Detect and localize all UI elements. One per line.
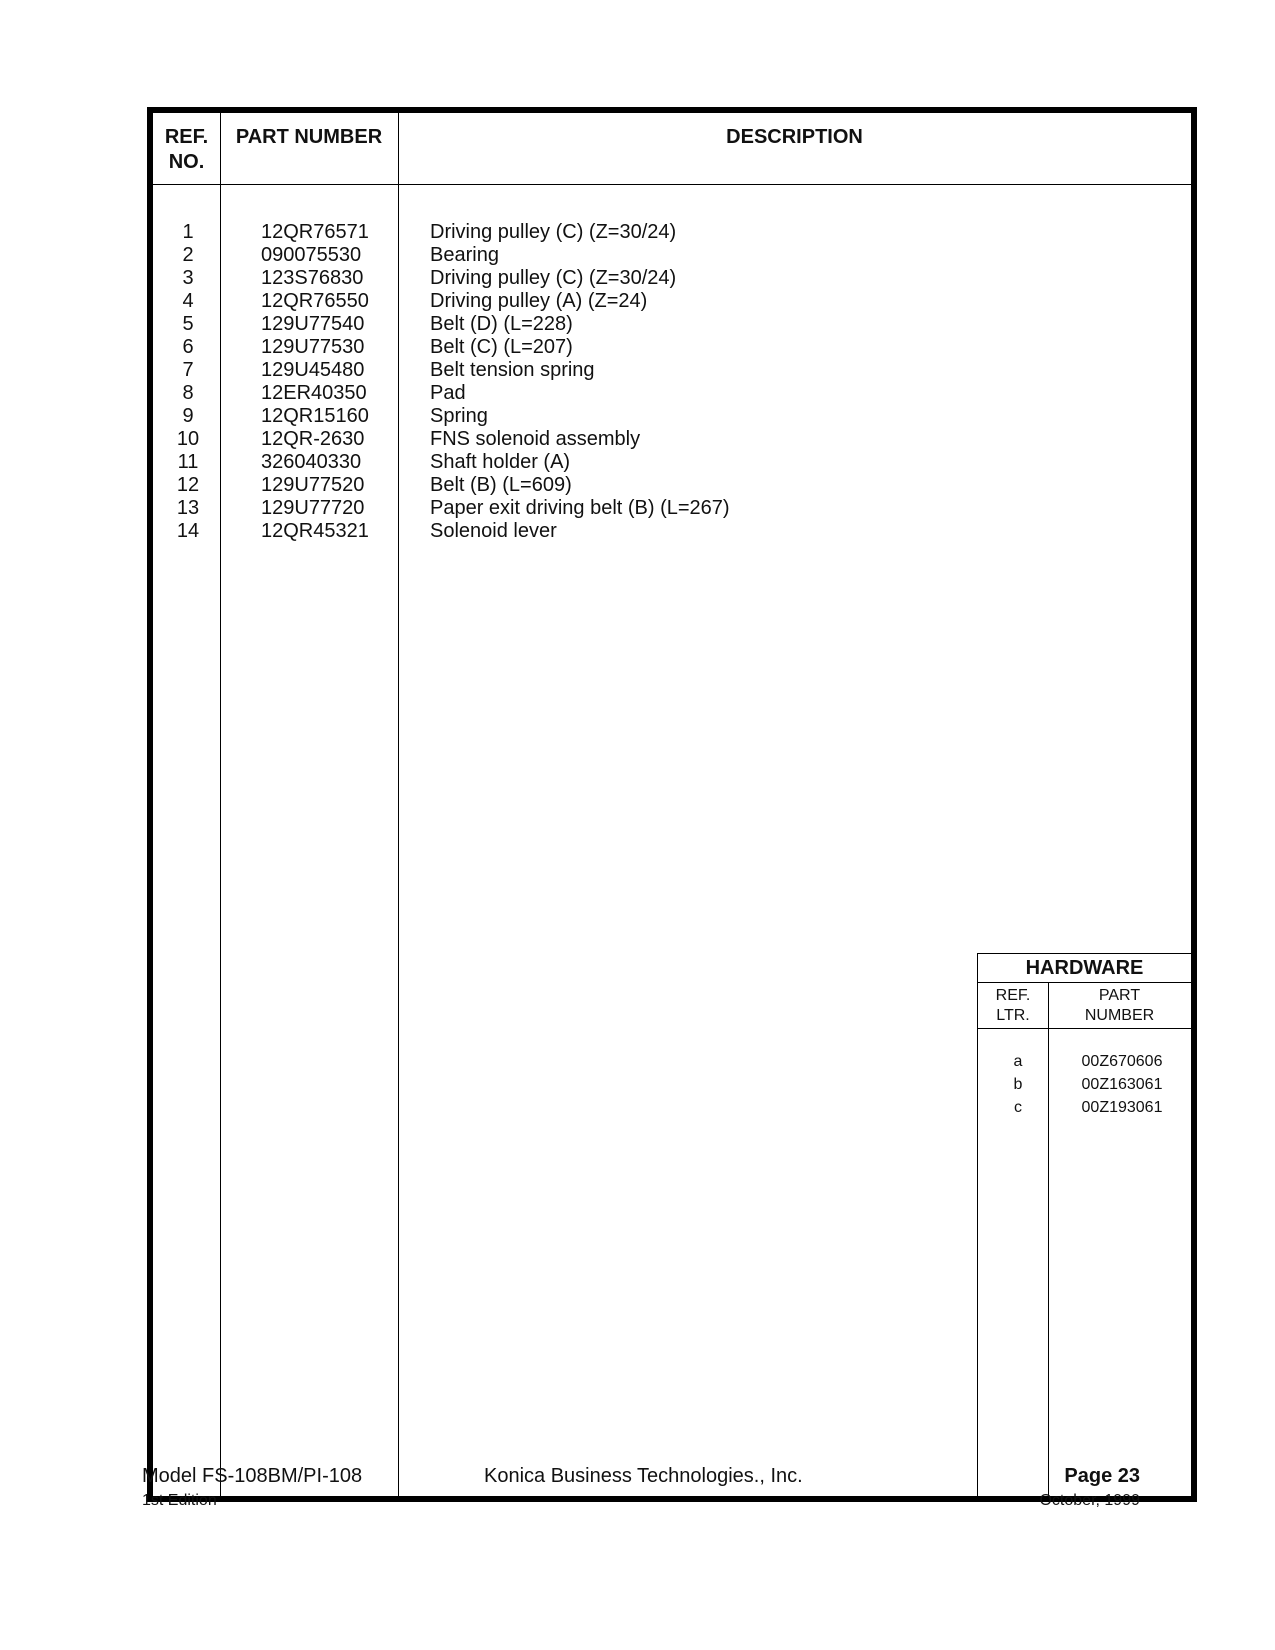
description-cell: Driving pulley (C) (Z=30/24) [430, 221, 677, 243]
description-cell: Belt tension spring [430, 359, 595, 381]
ref-no-cell: 8 [182, 382, 194, 404]
ref-no-cell: 2 [182, 244, 194, 266]
footer-edition: 1st Edition [142, 1492, 217, 1509]
table-row [153, 289, 1191, 313]
part-number-header: PART NUMBER [235, 126, 383, 148]
part-number-cell: 129U77520 [261, 474, 365, 496]
part-number-cell: 12QR76550 [261, 290, 369, 312]
ref-no-cell: 9 [182, 405, 194, 427]
hardware-table [977, 953, 1191, 1496]
description-cell: Solenoid lever [430, 520, 557, 542]
table-row [153, 519, 1191, 543]
table-row [153, 473, 1191, 497]
hardware-part-number-cell: 00Z670606 [1081, 1053, 1163, 1070]
ref-no-cell: 6 [182, 336, 194, 358]
table-row [153, 381, 1191, 405]
hardware-part-number-header: PART NUMBER [1084, 987, 1155, 1024]
ref-ltr-cell: c [1014, 1099, 1022, 1116]
ref-ltr-cell: b [1013, 1076, 1023, 1093]
ref-no-cell: 7 [182, 359, 194, 381]
table-row [153, 358, 1191, 382]
footer-company: Konica Business Technologies., Inc. [484, 1465, 803, 1487]
hardware-row [978, 1050, 1191, 1074]
ref-no-cell: 1 [182, 221, 194, 243]
hardware-header-divider [978, 1028, 1191, 1029]
ref-no-cell: 5 [182, 313, 194, 335]
part-number-cell: 129U77540 [261, 313, 365, 335]
description-cell: Spring [430, 405, 488, 427]
table-row [153, 427, 1191, 451]
description-cell: Pad [430, 382, 466, 404]
table-row [153, 312, 1191, 336]
footer-page-number: Page 23 [1064, 1465, 1140, 1487]
ref-no-cell: 13 [176, 497, 200, 519]
description-cell: Driving pulley (A) (Z=24) [430, 290, 648, 312]
table-row [153, 404, 1191, 428]
footer-model: Model FS-108BM/PI-108 [142, 1465, 363, 1487]
hardware-title-divider [978, 982, 1191, 983]
hardware-part-number-cell: 00Z193061 [1081, 1099, 1163, 1116]
hardware-ref-ltr-header: REF. LTR. [995, 987, 1031, 1024]
description-header: DESCRIPTION [726, 126, 863, 148]
ref-no-cell: 3 [182, 267, 194, 289]
description-cell: Driving pulley (C) (Z=30/24) [430, 267, 677, 289]
ref-no-cell: 10 [176, 428, 200, 450]
description-cell: FNS solenoid assembly [430, 428, 641, 450]
hardware-part-number-cell: 00Z163061 [1081, 1076, 1163, 1093]
table-row [153, 266, 1191, 290]
description-cell: Bearing [430, 244, 499, 266]
parts-list-table [147, 107, 1197, 1502]
ref-no-cell: 12 [176, 474, 200, 496]
description-cell: Belt (D) (L=228) [430, 313, 573, 335]
ref-no-cell: 11 [177, 451, 199, 473]
table-row [153, 450, 1191, 474]
part-number-cell: 12QR45321 [261, 520, 369, 542]
description-cell: Paper exit driving belt (B) (L=267) [430, 497, 730, 519]
part-number-cell: 129U77720 [261, 497, 365, 519]
part-number-cell: 12ER40350 [261, 382, 367, 404]
part-number-cell: 129U77530 [261, 336, 365, 358]
footer-date: October, 1999 [1039, 1492, 1140, 1509]
ref-no-header: REF. NO. [164, 126, 209, 173]
part-number-cell: 12QR76571 [261, 221, 369, 243]
ref-no-cell: 4 [182, 290, 194, 312]
hardware-row [978, 1096, 1191, 1120]
part-number-cell: 12QR-2630 [261, 428, 365, 450]
part-number-cell: 090075530 [261, 244, 362, 266]
header-divider [153, 184, 1191, 185]
ref-no-cell: 14 [176, 520, 200, 542]
hardware-row [978, 1073, 1191, 1097]
part-number-cell: 123S76830 [261, 267, 364, 289]
part-number-cell: 12QR15160 [261, 405, 369, 427]
description-cell: Belt (C) (L=207) [430, 336, 573, 358]
part-number-cell: 326040330 [261, 451, 362, 473]
description-cell: Shaft holder (A) [430, 451, 571, 473]
ref-ltr-cell: a [1013, 1053, 1023, 1070]
table-row [153, 335, 1191, 359]
part-number-cell: 129U45480 [261, 359, 365, 381]
table-row [153, 243, 1191, 267]
description-cell: Belt (B) (L=609) [430, 474, 572, 496]
hardware-title: HARDWARE [1025, 957, 1144, 979]
table-row [153, 220, 1191, 244]
table-row [153, 496, 1191, 520]
